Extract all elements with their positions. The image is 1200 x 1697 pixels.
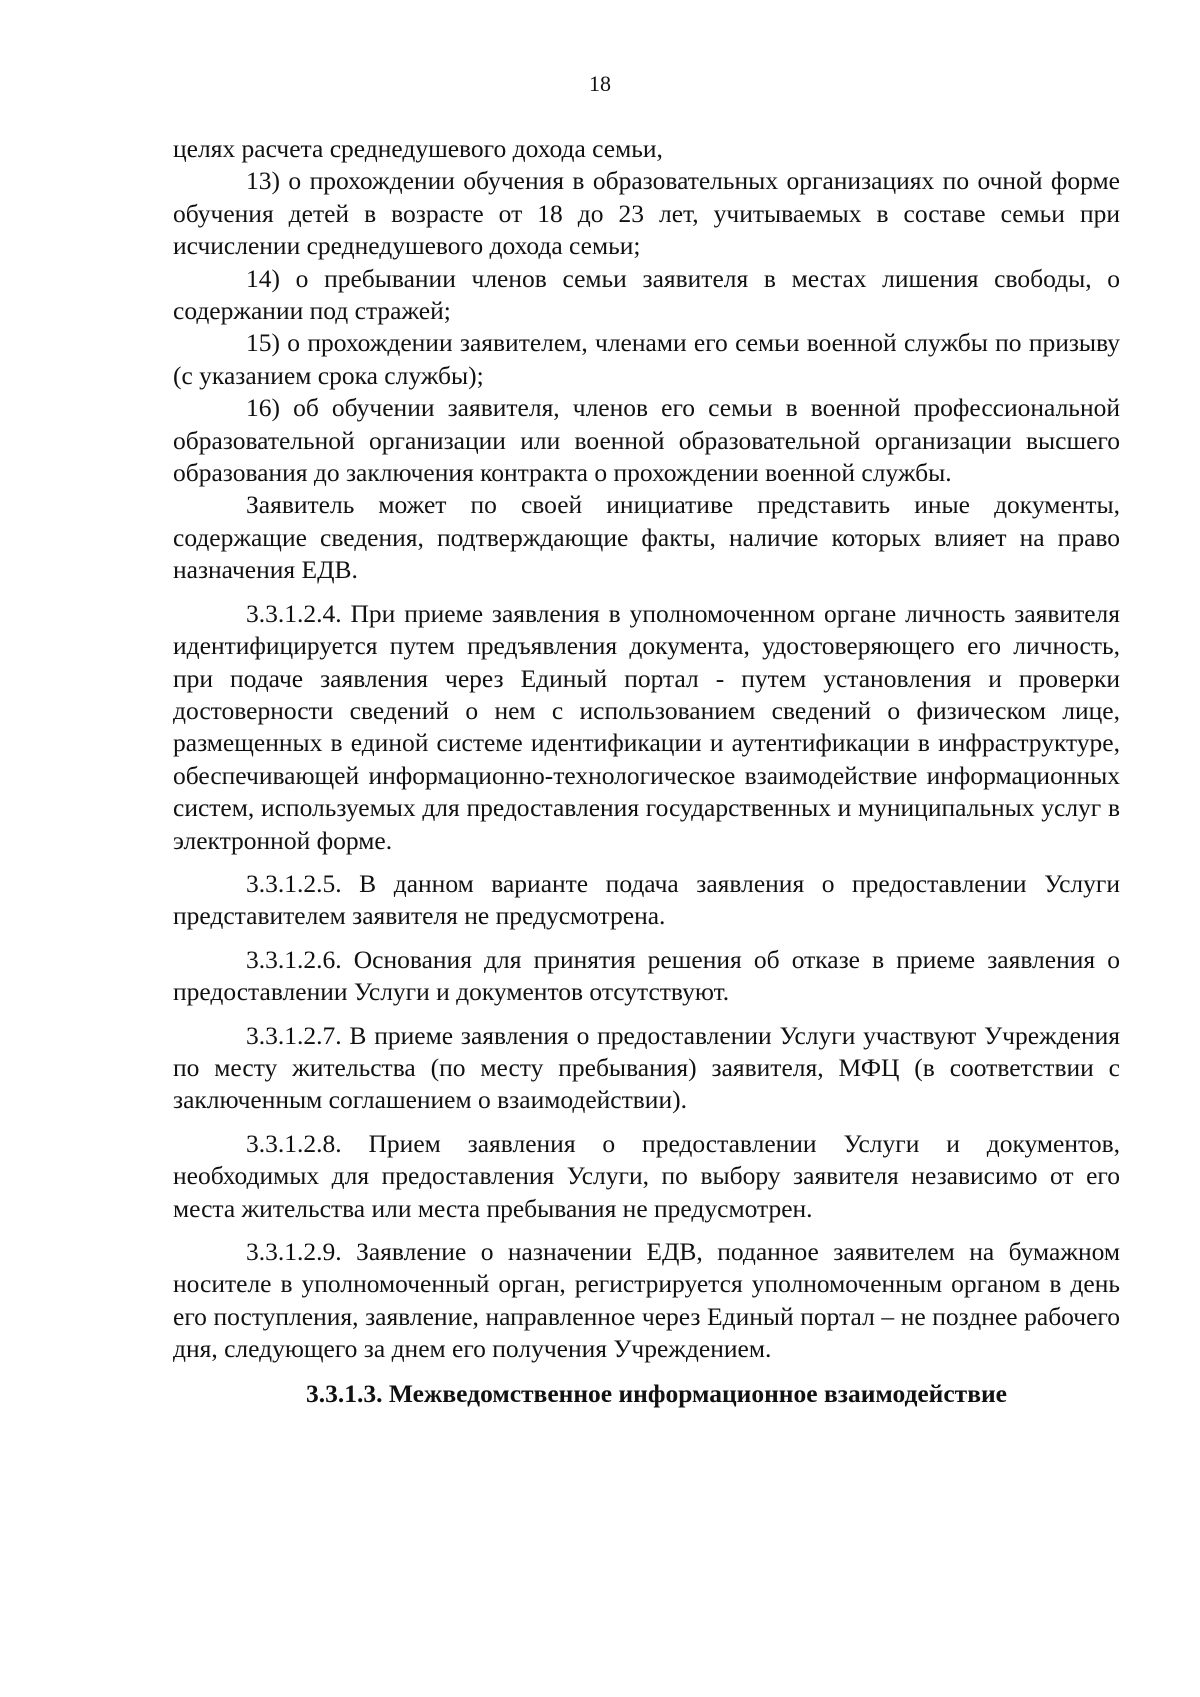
- clause-3-3-1-2-4: 3.3.1.2.4. При приеме заявления в уполномоченном органе личность заявителя идентифицируется путем предъявления документа, удостоверяющего его личность, при подаче заявления через Единый портал - путем установления и проверки достоверности сведений о нем с использованием сведений о физическом лице, размещенных в единой системе идентификации и аутентификации в инфраструктуре, обеспечивающей информационно-технологическое взаимодействие информационных систем, используемых для предоставления государственных и муниципальных услуг в электронной форме.: [173, 598, 1120, 855]
- list-item-15: 15) о прохождении заявителем, членами его семьи военной службы по призыву (с указанием срока службы);: [173, 328, 1120, 390]
- clause-3-3-1-2-9: 3.3.1.2.9. Заявление о назначении ЕДВ, поданное заявителем на бумажном носителе в уполномоченный орган, регистрируется уполномоченным органом в день его поступления, заявление, направленное через Единый портал – не позднее рабочего дня, следующего за днем его получения Учреждением.: [173, 1237, 1120, 1364]
- document-body: [173, 133, 1120, 1410]
- page-number: 18: [589, 71, 611, 96]
- clause-3-3-1-2-5: 3.3.1.2.5. В данном варианте подача заявления о предоставлении Услуги представителем заявителя не предусмотрена.: [173, 868, 1120, 931]
- clause-3-3-1-2-6: 3.3.1.2.6. Основания для принятия решения об отказе в приеме заявления о предоставлении Услуги и документов отсутствуют.: [173, 944, 1120, 1007]
- list-item-16: 16) об обучении заявителя, членов его семьи в военной профессиональной образовательной организации или военной образовательной организации высшего образования до заключения контракта о прохождении военной службы.: [173, 393, 1120, 488]
- paragraph-applicant-documents: Заявитель может по своей инициативе представить иные документы, содержащие сведения, подтверждающие факты, наличие которых влияет на право назначения ЕДВ.: [173, 490, 1120, 585]
- clause-3-3-1-2-8: 3.3.1.2.8. Прием заявления о предоставлении Услуги и документов, необходимых для предоставления Услуги, по выбору заявителя независимо от его места жительства или места пребывания не предусмотрен.: [173, 1128, 1120, 1223]
- paragraph-continuation: целях расчета среднедушевого дохода семьи,: [173, 134, 663, 163]
- section-heading: 3.3.1.3. Межведомственное информационное взаимодействие: [306, 1378, 1007, 1408]
- clause-3-3-1-2-7: 3.3.1.2.7. В приеме заявления о предоставлении Услуги участвуют Учреждения по месту жительства (по месту пребывания) заявителя, МФЦ (в соответствии с заключенным соглашением о взаимодействии).: [173, 1020, 1120, 1115]
- list-item-13: 13) о прохождении обучения в образовательных организациях по очной форме обучения детей в возрасте от 18 до 23 лет, учитываемых в составе семьи при исчислении среднедушевого дохода семьи;: [173, 166, 1120, 261]
- list-item-14: 14) о пребывании членов семьи заявителя в местах лишения свободы, о содержании под стражей;: [173, 263, 1120, 326]
